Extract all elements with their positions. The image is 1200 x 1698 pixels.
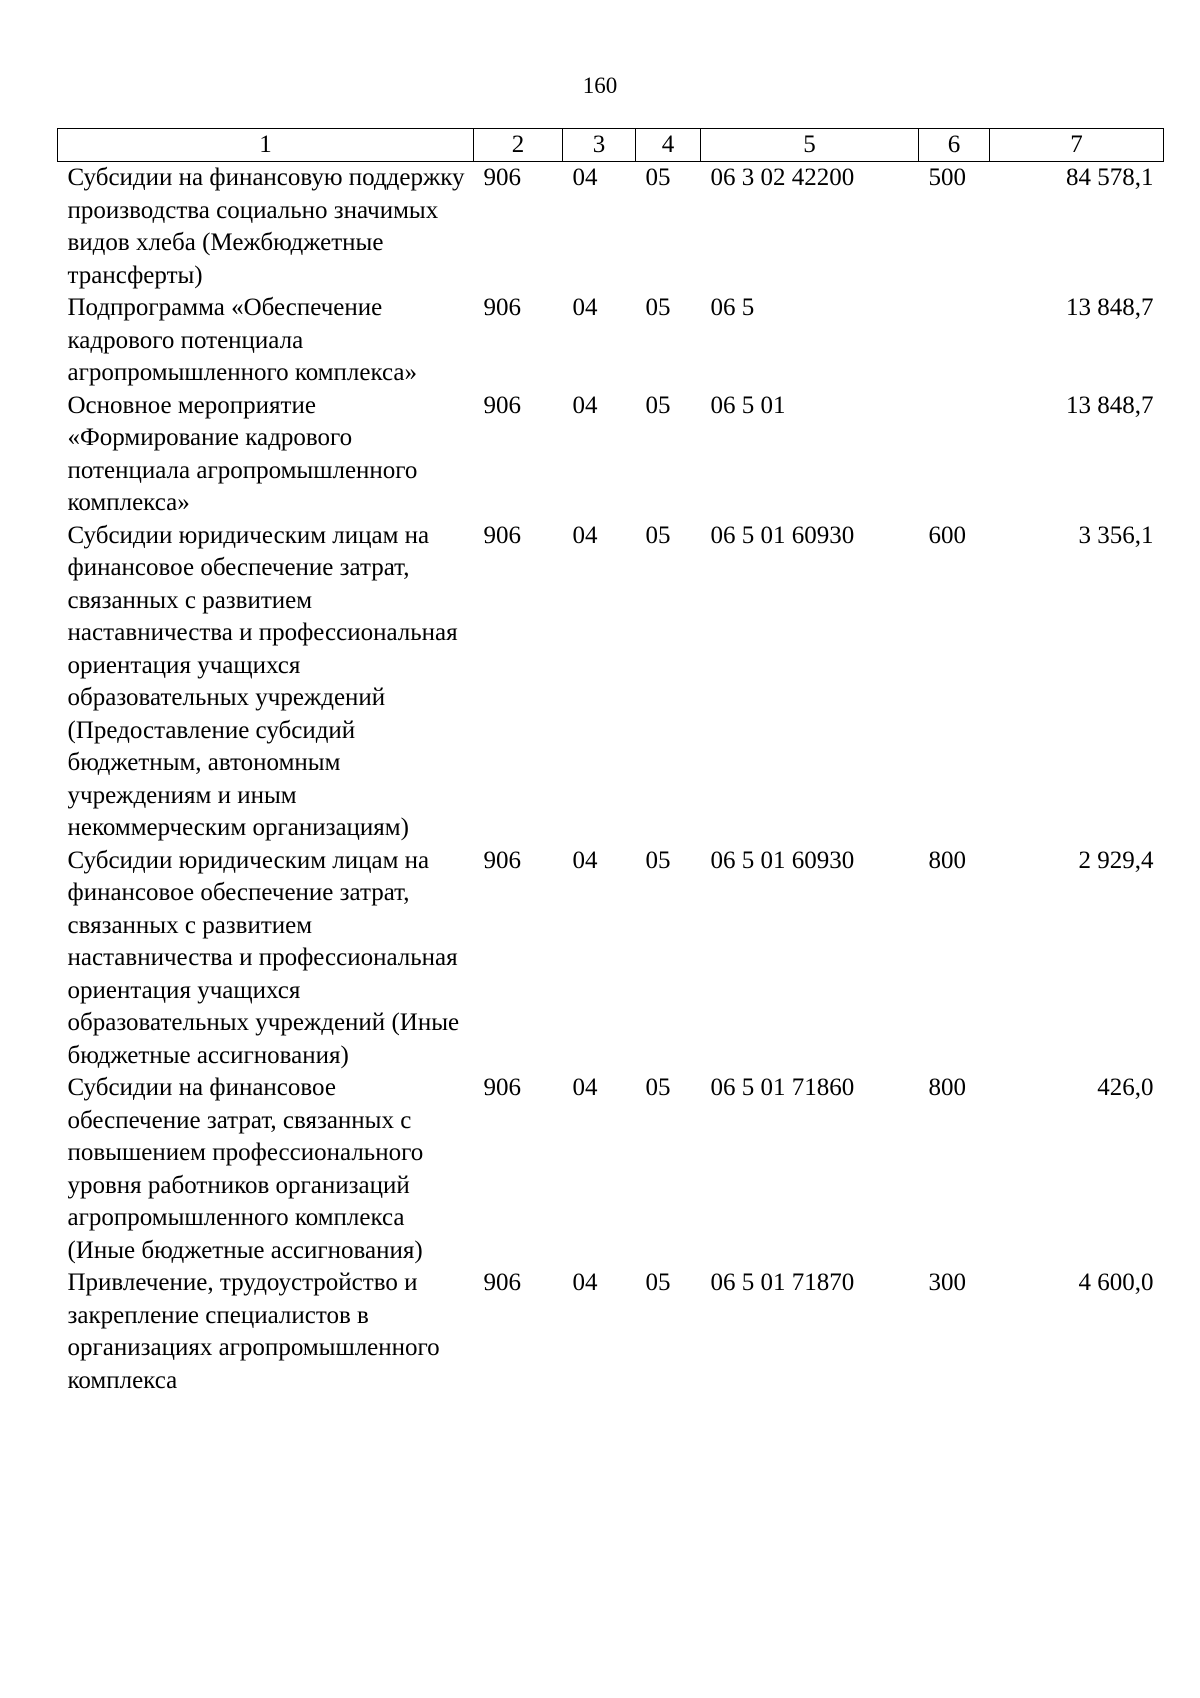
header-col-3: 3 [563, 129, 636, 162]
row-col-4: 05 [645, 391, 671, 419]
row-col-2: 906 [483, 1074, 521, 1101]
row-col-5: 06 5 01 71860 [710, 1074, 855, 1101]
row-col-3: 04 [572, 846, 598, 874]
row-col-6: 800 [928, 1074, 966, 1101]
row-col-3: 04 [572, 294, 598, 321]
header-col-2: 2 [474, 129, 563, 162]
row-col-6: 500 [928, 164, 966, 191]
row-col-3: 04 [572, 521, 598, 549]
row-col-5: 06 5 01 [710, 391, 786, 419]
row-col-6: 300 [928, 1269, 966, 1296]
row-name: Субсидии юридическим лицам на финансовое обеспечение затрат, связанных с развитием наставничества и профессиональная ориентация учащихся образовательных учреждений (Предоставление субсидий бюджетным, автономным учреждениям и иным некоммерческим организациям) [67, 521, 458, 841]
row-amount: 13 848,7 [1066, 294, 1154, 321]
row-col-6: 800 [928, 846, 966, 874]
row-col-2: 906 [483, 391, 521, 419]
row-amount: 84 578,1 [1066, 164, 1154, 191]
row-amount: 3 356,1 [1078, 521, 1154, 549]
budget-table [57, 128, 1164, 1397]
row-amount: 426,0 [1097, 1074, 1154, 1101]
row-col-3: 04 [572, 1074, 598, 1101]
row-col-4: 05 [645, 521, 671, 549]
row-name: Субсидии юридическим лицам на финансовое обеспечение затрат, связанных с развитием наставничества и профессиональная ориентация учащихся образовательных учреждений (Иные бюджетные ассигнования) [67, 846, 460, 1069]
row-name: Основное мероприятие «Формирование кадрового потенциала агропромышленного комплекса» [67, 391, 418, 516]
row-amount: 2 929,4 [1078, 846, 1154, 874]
table-row [58, 845, 1164, 1073]
row-col-5: 06 5 01 60930 [710, 521, 855, 549]
row-col-5: 06 5 01 71870 [710, 1269, 855, 1296]
row-col-5: 06 5 [710, 294, 755, 321]
table-header [58, 129, 1164, 162]
row-col-4: 05 [645, 294, 671, 321]
table-row [58, 1267, 1164, 1397]
table-row [58, 1072, 1164, 1267]
row-col-2: 906 [483, 521, 521, 549]
row-col-3: 04 [572, 1269, 598, 1296]
table-row [58, 520, 1164, 845]
row-col-5: 06 3 02 42200 [710, 164, 855, 191]
header-col-6: 6 [919, 129, 990, 162]
header-col-5: 5 [701, 129, 919, 162]
header-col-7: 7 [990, 129, 1164, 162]
row-amount: 4 600,0 [1078, 1269, 1154, 1296]
header-col-4: 4 [636, 129, 701, 162]
row-col-6: 600 [928, 521, 966, 549]
row-col-4: 05 [645, 1269, 671, 1296]
row-col-2: 906 [483, 164, 521, 191]
row-col-4: 05 [645, 846, 671, 874]
row-col-6 [919, 292, 990, 390]
row-col-2: 906 [483, 294, 521, 321]
row-name: Подпрограмма «Обеспечение кадрового потенциала агропромышленного комплекса» [67, 294, 418, 386]
row-col-2: 906 [483, 1269, 521, 1296]
table-row [58, 162, 1164, 293]
row-amount: 13 848,7 [1066, 391, 1154, 419]
row-col-6 [919, 390, 990, 520]
row-col-5: 06 5 01 60930 [710, 846, 855, 874]
table-body [58, 162, 1164, 1398]
page-number: 160 [582, 73, 618, 98]
header-row [58, 129, 1164, 162]
row-name: Привлечение, трудоустройство и закрепление специалистов в организациях агропромышленного комплекса [67, 1269, 440, 1394]
row-col-4: 05 [645, 1074, 671, 1101]
table-row [58, 390, 1164, 520]
row-col-4: 05 [645, 164, 671, 191]
row-name: Субсидии на финансовую поддержку производства социально значимых видов хлеба (Межбюджетные трансферты) [67, 164, 465, 289]
row-col-2: 906 [483, 846, 521, 874]
header-col-1: 1 [58, 129, 474, 162]
row-name: Субсидии на финансовое обеспечение затрат, связанных с повышением профессионального уровня работников организаций агропромышленного комплекса (Иные бюджетные ассигнования) [67, 1074, 424, 1264]
row-col-3: 04 [572, 391, 598, 419]
row-col-3: 04 [572, 164, 598, 191]
table-row [58, 292, 1164, 390]
